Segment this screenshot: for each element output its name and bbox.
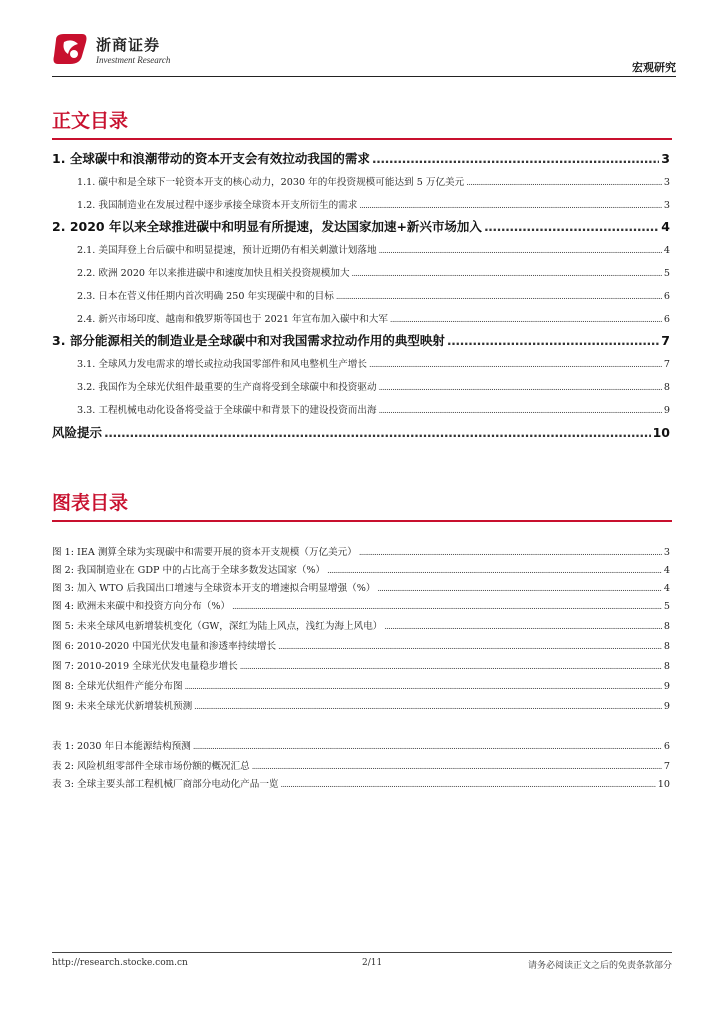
toc-section-number: 1.: [52, 151, 66, 166]
figure-page: 5: [663, 601, 670, 612]
figure-entry-5[interactable]: [52, 618, 670, 632]
logo-text-cn: 浙商证券: [96, 36, 161, 54]
figure-label: 图 7:: [52, 661, 74, 672]
toc-section-text: 全球碳中和浪潮带动的资本开支会有效拉动我国的需求: [69, 151, 370, 166]
toc-section-risk[interactable]: [52, 423, 670, 441]
toc-sub-text: 碳中和是全球下一轮资本开支的核心动力，2030 年的年投资规模可能达到 5 万亿美元: [98, 177, 465, 188]
figure-text: IEA 测算全球为实现碳中和需要开展的资本开支规模（万亿美元）: [77, 547, 357, 558]
toc-page-number: 8: [663, 382, 670, 393]
toc-subsection-2-2[interactable]: [77, 265, 670, 279]
leader-dots: [379, 406, 662, 415]
table-entry-1[interactable]: [52, 738, 670, 752]
toc-sub-number: 3.1.: [77, 359, 96, 370]
leader-dots: [278, 642, 662, 651]
figure-label: 图 5:: [52, 621, 74, 632]
figure-text: 我国制造业在 GDP 中的占比高于全球多数发达国家（%）: [77, 565, 326, 576]
leader-dots: [193, 742, 662, 751]
figure-page: 4: [663, 565, 670, 576]
toc-subsection-3-3[interactable]: [77, 402, 670, 416]
footer-page-number: 2/11: [362, 958, 383, 968]
leader-dots: [281, 780, 656, 789]
toc-subsection-3-2[interactable]: [77, 379, 670, 393]
table-text: 2030 年日本能源结构预测: [77, 741, 191, 752]
toc-subsection-2-1[interactable]: [77, 242, 670, 256]
leader-dots: [359, 548, 662, 557]
toc-section-text: 2020 年以来全球推进碳中和明显有所提速，发达国家加速+新兴市场加入: [69, 219, 482, 234]
figure-label: 图 1:: [52, 547, 74, 558]
footer-url-link[interactable]: http://research.stocke.com.cn: [52, 958, 188, 968]
figure-label: 图 6:: [52, 641, 74, 652]
toc-section-number: 2.: [52, 219, 66, 234]
figure-entry-7[interactable]: [52, 658, 670, 672]
figure-entry-3[interactable]: [52, 580, 670, 594]
toc-sub-number: 2.3.: [77, 291, 96, 302]
figure-label: 图 8:: [52, 681, 74, 692]
toc-subsection-2-4[interactable]: [77, 311, 670, 325]
toc-section-3[interactable]: [52, 331, 670, 349]
figure-text: 全球光伏组件产能分布图: [77, 681, 183, 692]
leader-dots: [379, 246, 662, 255]
toc-page-number: 5: [663, 268, 670, 279]
toc-subsection-2-3[interactable]: [77, 288, 670, 302]
toc-page-number: 3: [663, 177, 670, 188]
toc-sub-number: 2.2.: [77, 268, 96, 279]
figure-text: 2010-2019 全球光伏发电量稳步增长: [77, 661, 238, 672]
toc-subsection-3-1[interactable]: [77, 356, 670, 370]
leader-dots: [359, 201, 661, 210]
table-text: 全球主要头部工程机械厂商部分电动化产品一览: [77, 779, 279, 790]
toc-sub-number: 2.1.: [77, 245, 96, 256]
leader-dots: [372, 151, 659, 166]
figure-text: 未来全球风电新增装机变化（GW，深红为陆上风点，浅红为海上风电）: [77, 621, 383, 632]
toc-subsection-1-2[interactable]: [77, 197, 670, 211]
toc-page-number: 9: [663, 405, 670, 416]
toc-sub-text: 日本在菅义伟任期内首次明确 250 年实现碳中和的目标: [98, 291, 334, 302]
toc-page-number: 7: [661, 333, 670, 348]
leader-dots: [194, 702, 662, 711]
toc-sub-text: 美国拜登上台后碳中和明显提速，预计近期仍有相关刺激计划落地: [98, 245, 377, 256]
leader-dots: [447, 333, 659, 348]
toc-section-1[interactable]: [52, 149, 670, 167]
leader-dots: [336, 292, 662, 301]
toc-sub-text: 新兴市场印度、越南和俄罗斯等国也于 2021 年宣布加入碳中和大军: [98, 314, 388, 325]
table-page: 10: [657, 779, 670, 790]
toc-sub-number: 3.2.: [77, 382, 96, 393]
footer-divider: [52, 952, 672, 953]
toc-section-2[interactable]: [52, 217, 670, 235]
toc-sub-number: 2.4.: [77, 314, 96, 325]
figure-entry-8[interactable]: [52, 678, 670, 692]
toc-sub-text: 我国作为全球光伏组件最重要的生产商将受到全球碳中和投资驱动: [98, 382, 377, 393]
table-entry-3[interactable]: [52, 776, 670, 790]
report-type-label: 宏观研究: [632, 61, 676, 74]
logo-text-en: Investment Research: [96, 55, 171, 65]
toc-sub-number: 1.2.: [77, 200, 96, 211]
toc-page-number: 6: [663, 291, 670, 302]
figure-page: 9: [663, 681, 670, 692]
toc-sub-text: 全球风力发电需求的增长或拉动我国零部件和风电整机生产增长: [98, 359, 367, 370]
figure-label: 图 3:: [52, 583, 74, 594]
leader-dots: [352, 269, 662, 278]
figure-entry-1[interactable]: [52, 544, 670, 558]
figure-entry-6[interactable]: [52, 638, 670, 652]
toc-sub-text: 欧洲 2020 年以来推进碳中和速度加快且相关投资规模加大: [98, 268, 350, 279]
footer-disclaimer-note: 请务必阅读正文之后的免责条款部分: [527, 961, 672, 971]
table-label: 表 1:: [52, 741, 74, 752]
toc-title-rule: [52, 138, 672, 140]
figure-page: 8: [663, 621, 670, 632]
leader-dots: [104, 425, 651, 440]
leader-dots: [384, 622, 662, 631]
table-page: 7: [663, 761, 670, 772]
figure-page: 8: [663, 641, 670, 652]
toc-subsection-1-1[interactable]: [77, 174, 670, 188]
toc-section-text: 部分能源相关的制造业是全球碳中和对我国需求拉动作用的典型映射: [69, 333, 445, 348]
page-footer: [52, 958, 672, 974]
figure-text: 2010-2020 中国光伏发电量和渗透率持续增长: [77, 641, 277, 652]
toc-sub-text: 我国制造业在发展过程中逐步承接全球资本开支所衍生的需求: [98, 200, 358, 211]
leader-dots: [379, 383, 662, 392]
leader-dots: [484, 219, 659, 234]
figure-text: 未来全球光伏新增装机预测: [77, 701, 193, 712]
leader-dots: [185, 682, 662, 691]
figure-text: 加入 WTO 后我国出口增速与全球资本开支的增速拟合明显增强（%）: [77, 583, 376, 594]
table-page: 6: [663, 741, 670, 752]
header-divider: [52, 76, 676, 77]
figures-title: 图表目录: [52, 492, 129, 514]
figure-page: 9: [663, 701, 670, 712]
toc-page-number: 10: [652, 425, 670, 440]
toc-page-number: 7: [663, 359, 670, 370]
toc-title: 正文目录: [52, 110, 129, 132]
leader-dots: [327, 566, 662, 575]
table-text: 风险机组零部件全球市场份额的概况汇总: [77, 761, 250, 772]
toc-page-number: 3: [661, 151, 670, 166]
leader-dots: [369, 360, 662, 369]
figure-page: 3: [663, 547, 670, 558]
page-header: [52, 26, 676, 76]
figure-page: 8: [663, 661, 670, 672]
toc-sub-number: 1.1.: [77, 177, 96, 188]
figures-title-rule: [52, 520, 672, 522]
toc-section-text: 风险提示: [52, 425, 103, 440]
toc-page-number: 3: [663, 200, 670, 211]
figure-entry-4[interactable]: [52, 598, 670, 612]
figure-label: 图 2:: [52, 565, 74, 576]
figure-label: 图 9:: [52, 701, 74, 712]
leader-dots: [252, 762, 662, 771]
leader-dots: [232, 602, 662, 611]
toc-section-number: 3.: [52, 333, 66, 348]
figure-entry-9[interactable]: [52, 698, 670, 712]
figure-entry-2[interactable]: [52, 562, 670, 576]
toc-page-number: 6: [663, 314, 670, 325]
leader-dots: [377, 584, 661, 593]
toc-sub-number: 3.3.: [77, 405, 96, 416]
figure-label: 图 4:: [52, 601, 74, 612]
leader-dots: [240, 662, 662, 671]
figure-page: 4: [663, 583, 670, 594]
company-logo-icon: [52, 32, 90, 66]
toc-sub-text: 工程机械电动化设备将受益于全球碳中和背景下的建设投资而出海: [98, 405, 377, 416]
leader-dots: [466, 178, 662, 187]
table-label: 表 2:: [52, 761, 74, 772]
toc-page-number: 4: [661, 219, 670, 234]
table-entry-2[interactable]: [52, 758, 670, 772]
toc-page-number: 4: [663, 245, 670, 256]
leader-dots: [390, 315, 662, 324]
figure-text: 欧洲未来碳中和投资方向分布（%）: [77, 601, 231, 612]
table-label: 表 3:: [52, 779, 74, 790]
